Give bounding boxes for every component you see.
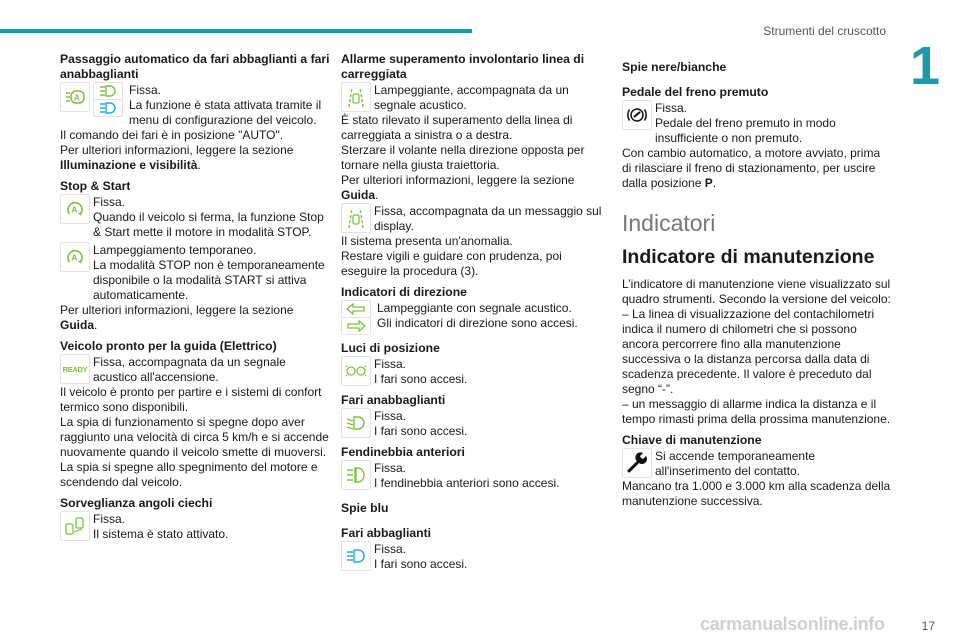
ready-title: Veicolo pronto per la guida (Elettrico): [60, 339, 277, 353]
ready-icon: READY: [60, 354, 90, 384]
high-beam-title: Fari abbaglianti: [341, 526, 432, 540]
auto-lights-title: Passaggio automatico da fari abbaglianti a fari anabbaglianti: [60, 52, 330, 81]
stop-start-text-2: La modalità STOP non è temporaneamente disponibile o la modalità START si attiva automaticamente.: [93, 258, 325, 302]
svg-text:A: A: [74, 93, 80, 103]
fog-lights-status: Fissa.: [374, 461, 407, 475]
left-turn-arrow-icon: [341, 300, 371, 318]
front-fog-lights-icon: [341, 460, 371, 490]
chapter-number: 1: [909, 36, 941, 96]
column-right: [622, 60, 892, 509]
ready-line-3: La spia si spegne allo spegnimento del motore e scendendo dal veicolo.: [60, 460, 318, 489]
high-beam-status: Fissa.: [374, 542, 407, 556]
brake-pedal-icon: [622, 100, 652, 130]
position-lights-status: Fissa.: [374, 357, 407, 371]
ready-status: Fissa, accompagnata da un segnale acustico all'accensione.: [93, 355, 286, 384]
auto-lights-status: Fissa.: [129, 83, 162, 97]
wrench-title: Chiave di manutenzione: [622, 433, 762, 447]
stop-start-text-1: Quando il veicolo si ferma, la funzione Stop & Start mette il motore in modalità STOP.: [93, 210, 324, 239]
brake-status-text: Pedale del freno premuto in modo insufficiente o non premuto.: [655, 116, 836, 145]
auto-high-beam-icon: [60, 82, 90, 112]
blue-lights-title: Spie blu: [341, 501, 389, 515]
watermark: carmanualsonline.info: [700, 614, 885, 634]
blind-spot-icon: [60, 511, 90, 541]
brake-status: Fissa.: [655, 101, 688, 115]
brake-title: Pedale del freno premuto: [622, 85, 769, 99]
stop-start-icon: [60, 194, 90, 224]
ready-line-2: La spia di funzionamento si spegne dopo aver raggiunto una velocità di circa 5 km/h e si accende nuovamente quando il veicolo smette di muoversi.: [60, 415, 329, 459]
wrench-text: Mancano tra 1.000 e 3.000 km alla scadenza della manutenzione successiva.: [622, 479, 891, 508]
wrench-status: Si accende temporaneamente all'inserimento del contatto.: [655, 449, 816, 478]
stop-start-status-1: Fissa.: [93, 195, 126, 209]
page-number: 17: [921, 619, 935, 633]
low-beam-blue-icon: [93, 99, 123, 117]
high-beam-icon: [93, 82, 123, 100]
header-accent-bar: [0, 29, 472, 33]
column-left: [60, 52, 330, 542]
auto-lights-ref[interactable]: Illuminazione e visibilità: [60, 158, 198, 172]
column-middle: [341, 52, 607, 572]
wrench-icon: [622, 448, 652, 478]
maintenance-indicator-heading: Indicatore di manutenzione: [622, 246, 875, 268]
low-beam-title: Fari anabbaglianti: [341, 393, 446, 407]
low-beam-status: Fissa.: [374, 409, 407, 423]
auto-lights-line-3: Per ulteriori informazioni, leggere la sezione Illuminazione e visibilità.: [60, 143, 294, 172]
maintenance-line-3: – un messaggio di allarme indica la distanza e il tempo rimasti prima della prossima manutenzione.: [622, 397, 891, 426]
stop-start-ref[interactable]: Guida: [60, 318, 95, 332]
position-lights-text: I fari sono accesi.: [374, 372, 468, 386]
blind-spot-status: Fissa.: [93, 512, 126, 526]
stop-start-flashing-icon: [60, 242, 90, 272]
indicators-heading: Indicatori: [622, 210, 716, 236]
maintenance-line-1: L’indicatore di manutenzione viene visualizzato sul quadro strumenti. Secondo la versione del veicolo:: [622, 277, 891, 306]
maintenance-line-2: – La linea di visualizzazione del contachilometri indica il numero di chilometri che si possono ancora percorrere fino alla manutenzione successiva o la distanza percorsa dalla data di scadenza precedente. Il valore è preceduto dal segno “-”.: [622, 307, 875, 396]
auto-lights-line-1: La funzione è stata attivata tramite il menu di configurazione del veicolo.: [129, 98, 322, 127]
stop-start-more: Per ulteriori informazioni, leggere la sezione Guida.: [60, 303, 294, 332]
svg-text:A: A: [71, 252, 78, 263]
high-beam-text: I fari sono accesi.: [374, 557, 468, 571]
lane-line-4: Il sistema presenta un'anomalia.: [341, 234, 513, 248]
lane-departure-icon: [341, 82, 371, 112]
stop-start-title: Stop & Start: [60, 179, 131, 193]
lane-line-3: Per ulteriori informazioni, leggere la sezione Guida.: [341, 173, 575, 202]
blind-spot-title: Sorveglianza angoli ciechi: [60, 496, 213, 510]
lane-status-2: Fissa, accompagnata da un messaggio sul display.: [374, 204, 602, 233]
lane-status-1: Lampeggiante, accompagnata da un segnale acustico.: [374, 83, 569, 112]
stop-start-status-2: Lampeggiamento temporaneo.: [93, 243, 257, 257]
indicators-title: Indicatori di direzione: [341, 285, 467, 299]
brake-text: Con cambio automatico, a motore avviato, prima di rilasciare il freno di stazionamento, per uscire dalla posizione P.: [622, 146, 881, 190]
indicators-status-2: Gli indicatori di direzione sono accesi.: [377, 316, 578, 330]
fog-lights-title: Fendinebbia anteriori: [341, 445, 465, 459]
right-turn-arrow-icon: [341, 317, 371, 335]
indicators-status-1: Lampeggiante con segnale acustico.: [377, 301, 572, 315]
auto-lights-line-2: Il comando dei fari è in posizione "AUTO".: [60, 128, 284, 142]
lane-line-1: È stato rilevato il superamento della linea di carreggiata a sinistra o a destra.: [341, 113, 573, 142]
lane-line-2: Sterzare il volante nella direzione opposta per tornare nella giusta traiettoria.: [341, 143, 585, 172]
lane-ref[interactable]: Guida: [341, 188, 376, 202]
low-beam-icon: [341, 408, 371, 438]
fog-lights-text: I fendinebbia anteriori sono accesi.: [374, 476, 560, 490]
high-beam-blue-icon: [341, 541, 371, 571]
blind-spot-text: Il sistema è stato attivato.: [93, 527, 229, 541]
ready-line-1: Il veicolo è pronto per partire e i sistemi di confort termico sono disponibili.: [60, 385, 322, 414]
lane-title: Allarme superamento involontario linea di carreggiata: [341, 52, 585, 81]
svg-text:A: A: [71, 204, 78, 215]
position-lights-icon: [341, 356, 371, 386]
bw-lights-title: Spie nere/bianche: [622, 60, 727, 74]
lane-departure-fault-icon: [341, 203, 371, 233]
lane-line-5: Restare vigili e guidare con prudenza, poi eseguire la procedura (3).: [341, 249, 562, 278]
section-title: Strumenti del cruscotto: [763, 24, 886, 38]
low-beam-text: I fari sono accesi.: [374, 424, 468, 438]
position-lights-title: Luci di posizione: [341, 341, 440, 355]
